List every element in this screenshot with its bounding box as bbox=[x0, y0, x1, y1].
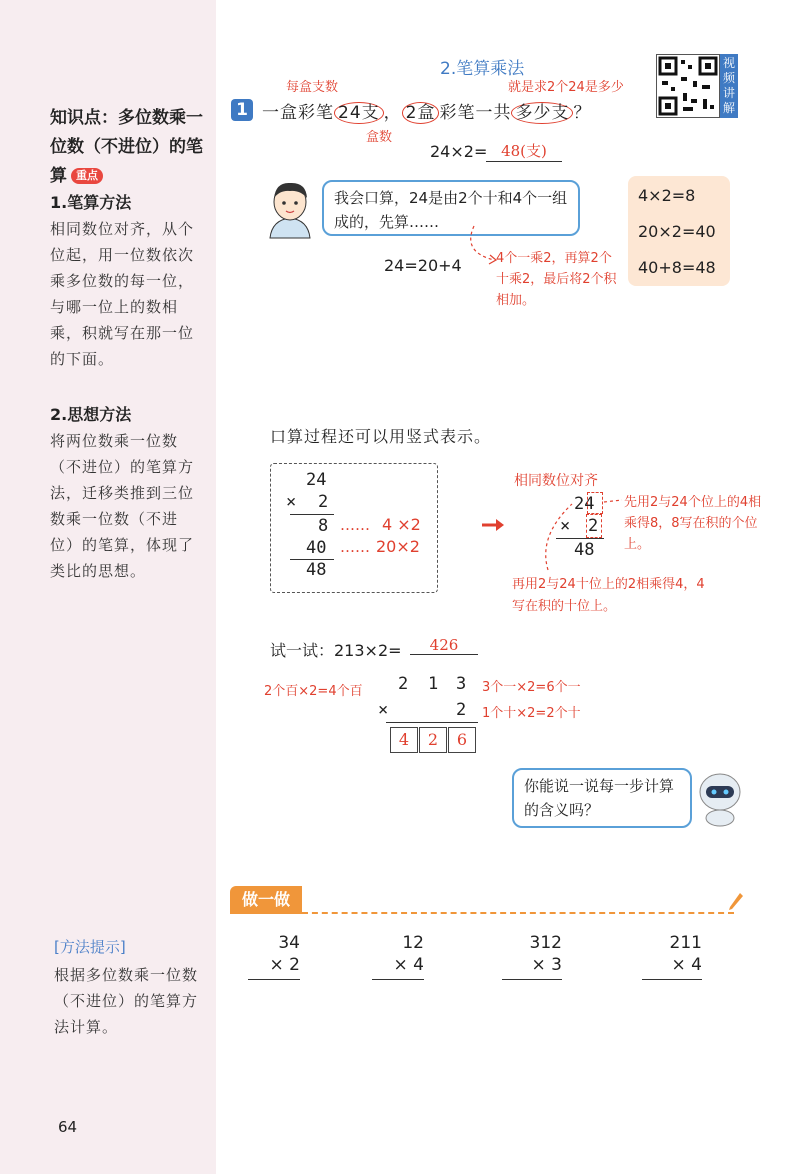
exercise-4-top: 211 bbox=[669, 933, 702, 953]
method2-heading: 2.思想方法 bbox=[50, 405, 132, 424]
left-dots-2: …… bbox=[340, 538, 370, 556]
try-result-ones[interactable]: 6 bbox=[448, 727, 476, 753]
circled-2-boxes: 2盒 bbox=[402, 102, 440, 124]
section-title: 2.笔算乘法 bbox=[440, 59, 525, 79]
exercise-3-by: × 3 bbox=[531, 955, 562, 975]
exercise-1 bbox=[248, 932, 300, 980]
problem-number: 1 bbox=[231, 99, 253, 121]
left-dots-1: …… bbox=[340, 516, 370, 534]
exercise-1-line bbox=[248, 979, 300, 980]
note-align: 相同数位对齐 bbox=[514, 473, 598, 489]
right-result: 48 bbox=[574, 540, 595, 560]
left-line-1 bbox=[290, 514, 334, 515]
method-tip-heading: [方法提示] bbox=[54, 938, 126, 956]
equation-answer: 48(支) bbox=[486, 140, 562, 162]
circled-how-many: 多少支 bbox=[511, 102, 573, 124]
decompose-text: 24=20+4 bbox=[384, 256, 462, 275]
page-number: 64 bbox=[58, 1118, 78, 1136]
equation: 24×2= bbox=[430, 142, 488, 161]
vertical-intro: 口算过程还可以用竖式表示。 bbox=[270, 427, 492, 446]
exercise-3-line bbox=[502, 979, 562, 980]
key-point-badge: 重点 bbox=[71, 168, 103, 184]
try-digit-hundreds: 2 bbox=[398, 674, 409, 694]
try-label: 试一试：213×2= bbox=[270, 641, 402, 660]
left-top-number: 24 bbox=[306, 470, 327, 490]
left-partial-2: 40 bbox=[306, 538, 327, 558]
try-mult-sign: × bbox=[378, 700, 389, 720]
circled-24: 24支 bbox=[334, 102, 384, 124]
note-ones-step: 3个一×2=6个一 bbox=[482, 680, 581, 695]
note-each-box: 每盒支数 bbox=[286, 80, 339, 95]
knowledge-title-text: 知识点：多位数乘一位数（不进位）的笔算 bbox=[50, 108, 203, 186]
try-digit-ones: 3 bbox=[456, 674, 467, 694]
try-line bbox=[386, 722, 478, 723]
note-tens-step: 1个十×2=2个十 bbox=[482, 706, 581, 721]
try-result-hundreds[interactable]: 4 bbox=[390, 727, 418, 753]
knowledge-point-title bbox=[50, 104, 210, 191]
exercise-3 bbox=[502, 932, 562, 980]
note-hundreds: 2个百×2=4个百 bbox=[264, 684, 363, 699]
exercise-1-top: 34 bbox=[278, 933, 300, 953]
problem-text-a: 一盒彩笔 bbox=[262, 103, 334, 123]
try-multiplier: 2 bbox=[456, 700, 467, 720]
calc-step-2: 20×2=40 bbox=[638, 222, 716, 241]
arrow-dashed-icon bbox=[460, 222, 500, 272]
exercise-2-line bbox=[372, 979, 424, 980]
method2-body: 将两位数乘一位数（不进位）的笔算方法，迁移类推到三位数乘一位数（不进位）的笔算，体现了类比的思想。 bbox=[50, 432, 195, 580]
method1-heading: 1.笔算方法 bbox=[50, 193, 132, 212]
try-result-tens[interactable]: 2 bbox=[419, 727, 447, 753]
left-partial-1: 8 bbox=[318, 516, 329, 536]
left-note-1: 4 ×2 bbox=[382, 515, 421, 534]
do-it-dashed-line bbox=[302, 912, 734, 914]
exercise-4-line bbox=[642, 979, 702, 980]
right-multiplier: 2 bbox=[588, 516, 599, 536]
problem-question-mark: ？ bbox=[573, 103, 592, 123]
robot-speech-bubble: 你能说一说每一步计算的含义吗？ bbox=[512, 768, 692, 828]
qr-code-icon[interactable] bbox=[656, 54, 720, 118]
calc-step-3: 40+8=48 bbox=[638, 258, 716, 277]
exercise-2-by: × 4 bbox=[393, 955, 424, 975]
note-ask: 就是求2个24是多少 bbox=[508, 80, 624, 95]
boy-avatar bbox=[262, 180, 318, 244]
dashed-arrows-icon bbox=[536, 496, 626, 586]
exercise-4-by: × 4 bbox=[671, 955, 702, 975]
exercise-2 bbox=[372, 932, 424, 980]
problem-text-b: 彩笔一共 bbox=[439, 103, 512, 123]
video-explanation-label[interactable]: 视频讲解 bbox=[720, 54, 738, 118]
red-note-steps: 4个一乘2，再算2个十乘2，最后将2个积相加。 bbox=[496, 251, 617, 308]
calc-step-1: 4×2=8 bbox=[638, 186, 696, 205]
note-ones: 先用2与24个位上的4相乘得8，8写在积的个位上。 bbox=[624, 495, 762, 552]
note-tens: 再用2与24十位上的2相乘得4，4写在积的十位上。 bbox=[512, 577, 705, 614]
problem-text: 一盒彩笔 24支 ， 2盒 彩笔一共 多少支 ？ bbox=[262, 103, 592, 123]
note-boxes: 盒数 bbox=[366, 130, 393, 145]
left-multiplier: 2 bbox=[318, 492, 329, 512]
right-top-number: 24 bbox=[574, 494, 595, 514]
calc-box bbox=[628, 176, 730, 286]
right-arrow-icon bbox=[482, 518, 506, 532]
robot-avatar bbox=[696, 768, 744, 832]
exercise-4 bbox=[642, 932, 702, 980]
exercise-1-by: × 2 bbox=[269, 955, 300, 975]
left-note-2: 20×2 bbox=[376, 537, 420, 556]
try-digit-tens: 1 bbox=[428, 674, 439, 694]
pencil-icon bbox=[728, 892, 744, 916]
do-it-header: 做一做 bbox=[230, 886, 302, 914]
left-mult-sign: × bbox=[286, 492, 297, 512]
method1-body: 相同数位对齐，从个位起，用一位数依次乘多位数的每一位，与哪一位上的数相乘，积就写在那一位的下面。 bbox=[50, 220, 195, 368]
exercise-2-top: 12 bbox=[402, 933, 424, 953]
exercise-3-top: 312 bbox=[529, 933, 562, 953]
right-mult-sign: × bbox=[560, 516, 571, 536]
speech-bubble: 我会口算，24是由2个十和4个一组成的，先算…… bbox=[322, 180, 580, 236]
method-tip-body: 根据多位数乘一位数（不进位）的笔算方法计算。 bbox=[54, 966, 199, 1036]
left-result: 48 bbox=[306, 560, 327, 580]
try-answer: 426 bbox=[410, 636, 478, 655]
